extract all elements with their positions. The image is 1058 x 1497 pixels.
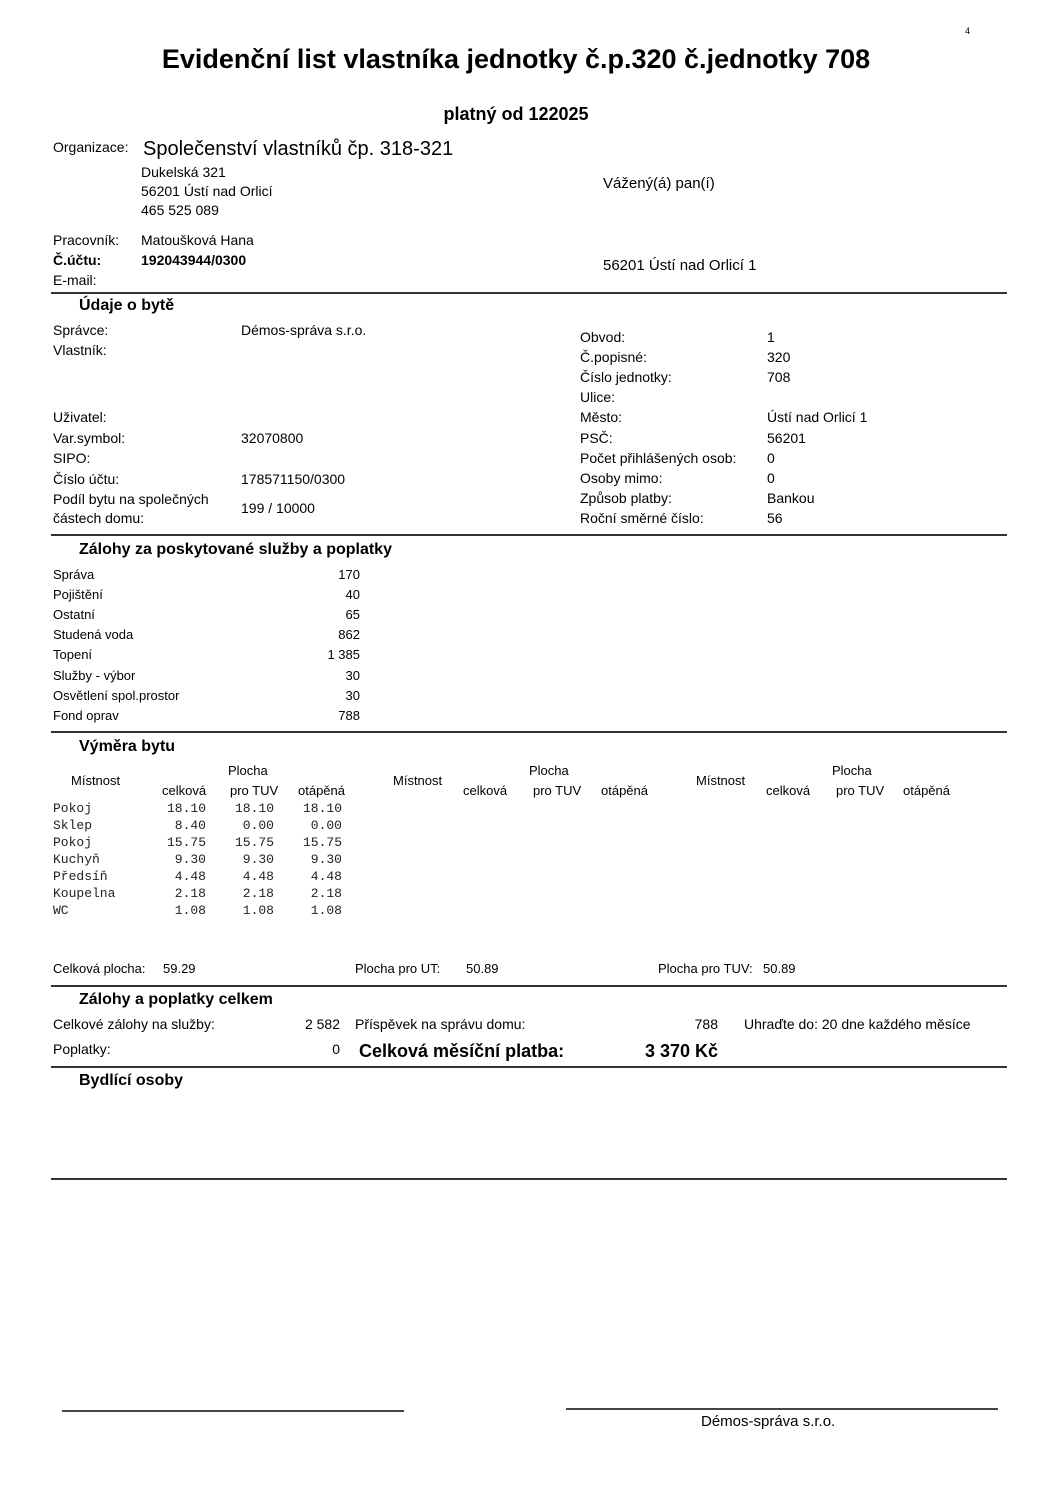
- room-area-total: 2.18: [174, 886, 206, 901]
- flat-info-heading: Údaje o bytě: [79, 297, 175, 314]
- divider: [51, 1066, 1007, 1068]
- room-name: WC: [53, 903, 69, 918]
- room-name: Koupelna: [53, 886, 116, 901]
- column-header-room: Místnost: [696, 773, 746, 788]
- area-heading: Výměra bytu: [79, 738, 176, 755]
- share-label-2: částech domu:: [53, 510, 145, 526]
- advance-item-value: 65: [345, 607, 360, 623]
- advance-item-value: 30: [345, 667, 360, 683]
- flat-right-value: 0: [767, 469, 775, 486]
- document-subtitle: platný od 122025: [443, 104, 589, 124]
- room-name: Pokoj: [53, 801, 93, 816]
- flat-right-label: Město:: [580, 409, 623, 426]
- column-header-area: Plocha: [228, 763, 268, 778]
- services-total-value: 2 582: [304, 1016, 340, 1032]
- column-header-tuv: pro TUV: [836, 783, 885, 798]
- room-area-tuv: 2.18: [242, 886, 274, 901]
- advance-item-label: Ostatní: [53, 607, 95, 623]
- advance-item-label: Služby - výbor: [53, 667, 136, 683]
- column-header-room: Místnost: [393, 773, 443, 788]
- residents-heading: Bydlící osoby: [79, 1072, 184, 1089]
- contribution-value: 788: [694, 1016, 718, 1032]
- flat-right-value: 56: [767, 509, 783, 526]
- flat-right-value: Ústí nad Orlicí 1: [767, 409, 868, 426]
- monthly-payment-value: 3 370 Kč: [644, 1041, 718, 1061]
- room-area-total: 15.75: [166, 835, 206, 850]
- flat-left-label: Správce:: [53, 322, 109, 338]
- divider: [51, 292, 1007, 294]
- room-name: Sklep: [53, 818, 93, 833]
- column-header-area: Plocha: [529, 763, 569, 778]
- column-header-tuv: pro TUV: [230, 783, 279, 798]
- flat-right-value: 1: [767, 329, 775, 345]
- fees-label: Poplatky:: [53, 1041, 111, 1057]
- room-area-heated: 0.00: [310, 818, 342, 833]
- column-header-heated: otápěná: [601, 783, 648, 798]
- totals-heading: Zálohy a poplatky celkem: [79, 991, 273, 1008]
- flat-right-label: Obvod:: [580, 329, 626, 345]
- flat-right-label: Způsob platby:: [580, 489, 672, 506]
- signature-company: Démos-správa s.r.o.: [701, 1413, 836, 1430]
- flat-right-label: Ulice:: [580, 389, 616, 406]
- flat-right-value: 56201: [767, 429, 806, 446]
- flat-right-value: 708: [767, 369, 791, 386]
- total-area-label: Celková plocha:: [53, 961, 146, 976]
- organization-name: Společenství vlastníků čp. 318-321: [143, 138, 454, 160]
- advance-item-label: Fond oprav: [53, 707, 119, 723]
- room-area-heated: 15.75: [302, 835, 342, 850]
- organization-phone: 465 525 089: [141, 202, 219, 218]
- flat-right-label: Roční směrné číslo:: [580, 509, 704, 526]
- column-header-area: Plocha: [832, 763, 872, 778]
- column-header-heated: otápěná: [903, 783, 950, 798]
- column-header-room: Místnost: [71, 773, 121, 788]
- room-area-tuv: 0.00: [242, 818, 274, 833]
- advance-item-value: 170: [338, 567, 360, 582]
- organization-city: 56201 Ústí nad Orlicí: [141, 183, 273, 199]
- room-area-heated: 1.08: [310, 903, 342, 918]
- advance-item-label: Topení: [53, 647, 93, 663]
- flat-left-label: Var.symbol:: [53, 430, 126, 446]
- account-label: Č.účtu:: [53, 252, 102, 268]
- share-label: Podíl bytu na společných: [53, 491, 209, 507]
- salutation: Vážený(á) pan(í): [603, 175, 715, 192]
- room-area-total: 1.08: [174, 903, 206, 918]
- document-title: Evidenční list vlastníka jednotky č.p.320 č.jednotky 708: [161, 44, 871, 74]
- share-value: 199 / 10000: [241, 500, 315, 516]
- room-name: Kuchyň: [53, 852, 100, 867]
- ut-area-label: Plocha pro UT:: [355, 961, 441, 976]
- page-number: 4: [965, 26, 971, 36]
- room-area-total: 18.10: [166, 801, 206, 816]
- room-area-heated: 2.18: [310, 886, 342, 901]
- room-name: Předsíň: [53, 869, 108, 884]
- flat-left-label: Vlastník:: [53, 342, 107, 358]
- advances-heading: Zálohy za poskytované služby a poplatky: [79, 541, 392, 558]
- advance-item-label: Pojištění: [53, 587, 103, 603]
- email-label: E-mail:: [53, 272, 97, 288]
- column-header-tuv: pro TUV: [533, 783, 582, 798]
- room-area-heated: 4.48: [310, 869, 342, 884]
- total-area-value: 59.29: [163, 961, 196, 976]
- recipient-city: 56201 Ústí nad Orlicí 1: [603, 257, 757, 274]
- column-header-total: celková: [162, 783, 207, 798]
- divider: [51, 1178, 1007, 1180]
- contribution-label: Příspěvek na správu domu:: [355, 1016, 526, 1032]
- advance-item-value: 862: [338, 627, 360, 643]
- flat-right-value: Bankou: [767, 489, 815, 506]
- room-area-tuv: 1.08: [242, 903, 274, 918]
- room-area-total: 4.48: [174, 869, 206, 884]
- room-area-tuv: 18.10: [234, 801, 274, 816]
- room-name: Pokoj: [53, 835, 93, 850]
- flat-right-label: PSČ:: [580, 429, 613, 446]
- organization-street: Dukelská 321: [141, 164, 226, 180]
- signature-line-owner: [62, 1410, 404, 1412]
- advance-item-value: 788: [338, 707, 360, 723]
- advance-item-label: Správa: [53, 567, 95, 582]
- room-area-heated: 9.30: [310, 852, 342, 867]
- flat-right-label: Počet přihlášených osob:: [580, 449, 737, 466]
- flat-left-value: 178571150/0300: [241, 471, 346, 487]
- advance-item-value: 30: [345, 687, 360, 703]
- divider: [51, 731, 1007, 733]
- room-area-total: 9.30: [174, 852, 206, 867]
- advance-item-label: Studená voda: [53, 627, 134, 643]
- ut-area-value: 50.89: [466, 961, 499, 976]
- column-header-total: celková: [463, 783, 508, 798]
- flat-right-label: Číslo jednotky:: [580, 369, 672, 386]
- flat-right-label: Osoby mimo:: [580, 469, 663, 486]
- flat-right-value: 320: [767, 349, 791, 366]
- divider: [51, 985, 1007, 987]
- advance-item-value: 1 385: [327, 647, 360, 663]
- monthly-payment-label: Celková měsíční platba:: [359, 1041, 565, 1061]
- flat-left-label: SIPO:: [53, 450, 91, 466]
- room-area-heated: 18.10: [302, 801, 342, 816]
- room-area-total: 8.40: [174, 818, 206, 833]
- flat-right-label: Č.popisné:: [580, 349, 647, 366]
- organization-label: Organizace:: [53, 139, 129, 155]
- flat-left-value: Démos-správa s.r.o.: [241, 322, 367, 338]
- divider: [51, 534, 1007, 536]
- flat-left-value: 32070800: [241, 430, 304, 446]
- column-header-heated: otápěná: [298, 783, 345, 798]
- worker-name: Matoušková Hana: [141, 232, 254, 248]
- flat-right-value: 0: [767, 449, 775, 466]
- room-area-tuv: 4.48: [242, 869, 274, 884]
- column-header-total: celková: [766, 783, 811, 798]
- flat-left-label: Uživatel:: [53, 409, 107, 425]
- account-number: 192043944/0300: [141, 252, 247, 268]
- signature-line-manager: [566, 1408, 998, 1410]
- room-area-tuv: 9.30: [242, 852, 274, 867]
- tuv-area-value: 50.89: [763, 961, 796, 976]
- fees-value: 0: [332, 1041, 340, 1057]
- tuv-area-label: Plocha pro TUV:: [658, 961, 753, 976]
- services-total-label: Celkové zálohy na služby:: [53, 1016, 215, 1032]
- flat-left-label: Číslo účtu:: [53, 471, 120, 487]
- advance-item-value: 40: [345, 587, 360, 603]
- advance-item-label: Osvětlení spol.prostor: [53, 687, 180, 703]
- room-area-tuv: 15.75: [234, 835, 274, 850]
- worker-label: Pracovník:: [53, 232, 120, 248]
- due-date-note: Uhraďte do: 20 dne každého měsíce: [744, 1016, 971, 1032]
